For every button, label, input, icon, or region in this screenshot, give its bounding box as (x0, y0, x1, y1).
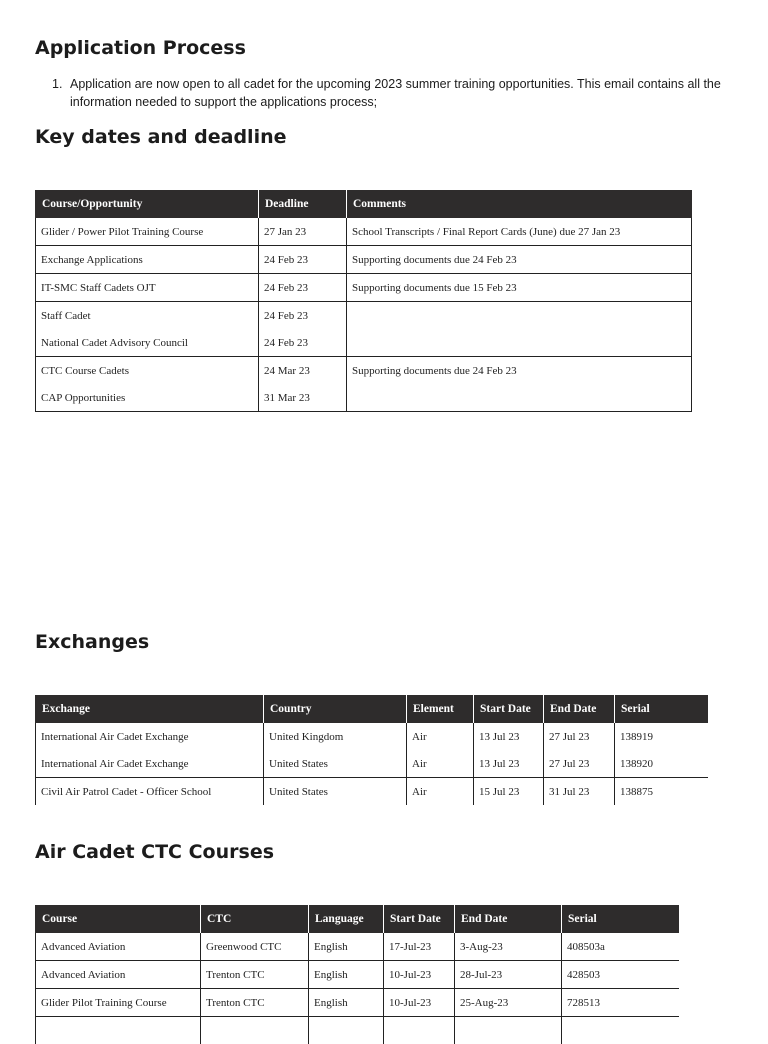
table-row (36, 329, 692, 357)
table-cell: Air (407, 778, 474, 806)
table-cell (562, 1017, 680, 1044)
table-cell: CTC Course Cadets (36, 357, 259, 385)
table-row (36, 218, 692, 246)
table-row (36, 357, 692, 385)
table-cell: United Kingdom (264, 723, 407, 750)
table-cell: 13 Jul 23 (474, 750, 544, 778)
table-cell: 17-Jul-23 (384, 933, 455, 961)
table-cell: 27 Jul 23 (544, 723, 615, 750)
table-row (36, 933, 680, 961)
table-cell: 10-Jul-23 (384, 989, 455, 1017)
table-cell (384, 1017, 455, 1044)
table-cell: 24 Feb 23 (259, 274, 347, 302)
table-cell: Air (407, 750, 474, 778)
list-item (36, 76, 736, 111)
table-cell: 24 Feb 23 (259, 329, 347, 357)
table-row (36, 246, 692, 274)
table-row (36, 750, 709, 778)
column-header: Start Date (474, 695, 544, 723)
table-cell: 25-Aug-23 (455, 989, 562, 1017)
column-header: Country (264, 695, 407, 723)
table-cell: CAP Opportunities (36, 384, 259, 412)
table-cell: English (309, 933, 384, 961)
exchanges-table (35, 695, 708, 805)
table-cell (347, 302, 692, 330)
table-cell: 138875 (615, 778, 709, 806)
ctc-courses-table (35, 905, 679, 1044)
column-header: Exchange (36, 695, 264, 723)
column-header: Language (309, 905, 384, 933)
table-cell: Supporting documents due 24 Feb 23 (347, 246, 692, 274)
list-item-number: 1. (52, 76, 62, 94)
table-cell: Air (407, 723, 474, 750)
section-heading-exchanges: Exchanges (35, 631, 149, 653)
column-header: Deadline (259, 190, 347, 218)
table-cell: 31 Mar 23 (259, 384, 347, 412)
column-header: Element (407, 695, 474, 723)
column-header: Comments (347, 190, 692, 218)
table-cell (201, 1017, 309, 1044)
table-cell: National Cadet Advisory Council (36, 329, 259, 357)
table-cell: Greenwood CTC (201, 933, 309, 961)
table-cell: 408503a (562, 933, 680, 961)
table-cell: Advanced Aviation (36, 961, 201, 989)
table-cell: 728513 (562, 989, 680, 1017)
table-cell: Trenton CTC (201, 961, 309, 989)
table-cell (347, 329, 692, 357)
table-cell: 24 Feb 23 (259, 246, 347, 274)
table-cell: International Air Cadet Exchange (36, 750, 264, 778)
table-header-row (36, 190, 692, 218)
table-cell: 3-Aug-23 (455, 933, 562, 961)
table-cell: Glider Pilot Training Course (36, 989, 201, 1017)
table-row (36, 384, 692, 412)
table-cell: Trenton CTC (201, 989, 309, 1017)
section-heading-key-dates: Key dates and deadline (35, 126, 287, 148)
table-cell: Exchange Applications (36, 246, 259, 274)
table-cell: International Air Cadet Exchange (36, 723, 264, 750)
table-cell: Supporting documents due 24 Feb 23 (347, 357, 692, 385)
table-cell: United States (264, 750, 407, 778)
column-header: Serial (562, 905, 680, 933)
table-cell: 15 Jul 23 (474, 778, 544, 806)
column-header: Serial (615, 695, 709, 723)
table-cell: Supporting documents due 15 Feb 23 (347, 274, 692, 302)
table-row (36, 778, 709, 806)
table-cell: Advanced Aviation (36, 933, 201, 961)
table-cell (309, 1017, 384, 1044)
table-cell: 24 Mar 23 (259, 357, 347, 385)
column-header: End Date (544, 695, 615, 723)
section-heading-application-process: Application Process (35, 37, 246, 59)
table-cell: English (309, 961, 384, 989)
table-cell (36, 1017, 201, 1044)
table-row (36, 302, 692, 330)
table-cell (347, 384, 692, 412)
table-cell (455, 1017, 562, 1044)
table-cell: 13 Jul 23 (474, 723, 544, 750)
table-cell: 138920 (615, 750, 709, 778)
table-cell: Civil Air Patrol Cadet - Officer School (36, 778, 264, 806)
table-cell: United States (264, 778, 407, 806)
table-cell: English (309, 989, 384, 1017)
key-dates-table (35, 190, 692, 412)
column-header: Course (36, 905, 201, 933)
table-row (36, 961, 680, 989)
column-header: End Date (455, 905, 562, 933)
table-cell: 428503 (562, 961, 680, 989)
table-cell: School Transcripts / Final Report Cards (June) due 27 Jan 23 (347, 218, 692, 246)
table-cell: 31 Jul 23 (544, 778, 615, 806)
table-cell: 28-Jul-23 (455, 961, 562, 989)
section-heading-air-cadet-ctc-courses: Air Cadet CTC Courses (35, 841, 274, 863)
table-row (36, 989, 680, 1017)
table-row (36, 1017, 680, 1044)
table-cell: 27 Jan 23 (259, 218, 347, 246)
column-header: Start Date (384, 905, 455, 933)
table-cell: Glider / Power Pilot Training Course (36, 218, 259, 246)
table-row (36, 274, 692, 302)
column-header: CTC (201, 905, 309, 933)
application-list (36, 76, 736, 111)
table-cell: 27 Jul 23 (544, 750, 615, 778)
table-header-row (36, 695, 709, 723)
table-row (36, 723, 709, 750)
list-item-text: Application are now open to all cadet for the upcoming 2023 summer training opportunities. This email contains all the information needed to support the applications process; (70, 77, 721, 109)
table-cell: Staff Cadet (36, 302, 259, 330)
column-header: Course/Opportunity (36, 190, 259, 218)
table-cell: 24 Feb 23 (259, 302, 347, 330)
table-header-row (36, 905, 680, 933)
table-cell: IT-SMC Staff Cadets OJT (36, 274, 259, 302)
table-cell: 10-Jul-23 (384, 961, 455, 989)
table-cell: 138919 (615, 723, 709, 750)
